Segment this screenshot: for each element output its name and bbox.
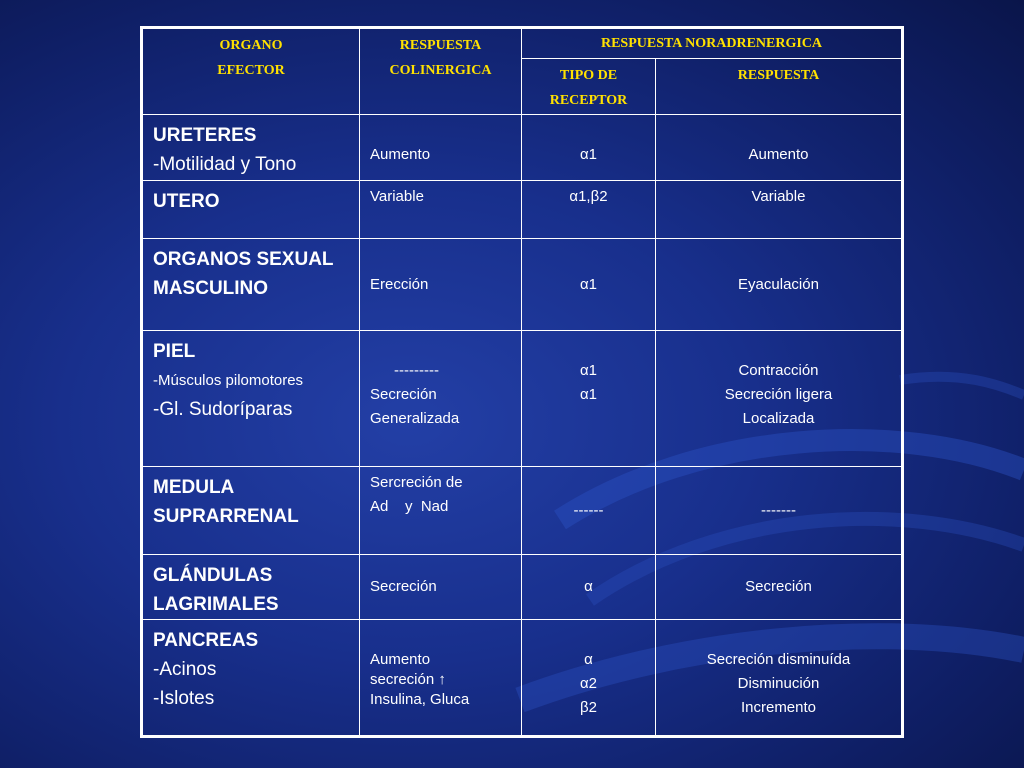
organ-cell [142, 115, 360, 181]
organ-name: GLÁNDULAS [153, 565, 273, 586]
respuesta-cell [656, 181, 903, 239]
organ-detail: -Acinos [153, 659, 217, 680]
table-row [142, 555, 903, 620]
receptor-cell [522, 115, 656, 181]
organ-cell [142, 181, 360, 239]
respuesta-cell [656, 115, 903, 181]
respuesta-cell [656, 555, 903, 620]
header-respuesta: RESPUESTA [656, 59, 903, 115]
colinergica-cell [360, 555, 522, 620]
cell-text: secreción ↑ [370, 671, 446, 688]
header-text: EFECTOR [217, 63, 285, 78]
cell-text: α1 [579, 362, 597, 379]
cell-text: Aumento [748, 146, 809, 163]
cell-text: Insulina, Gluca [370, 691, 470, 708]
cell-text: Secreción [370, 386, 437, 403]
colinergica-cell [360, 620, 522, 737]
organ-detail: -Gl. Sudoríparas [153, 399, 293, 420]
cell-text: Secreción ligera [724, 386, 833, 403]
header-organo-efector [142, 28, 360, 115]
cell-text: ------ [573, 501, 604, 519]
header-text: COLINERGICA [389, 63, 492, 78]
header-text: TIPO DE [559, 68, 618, 83]
autonomic-response-table [140, 26, 904, 738]
organ-detail: -Motilidad y Tono [153, 154, 297, 175]
organ-name: SUPRARRENAL [153, 506, 299, 527]
organ-name: PIEL [153, 341, 196, 362]
organ-detail: -Islotes [153, 688, 215, 709]
cell-text: ------- [761, 501, 796, 519]
cell-text: Sercreción de [370, 474, 463, 491]
organ-name: MASCULINO [153, 278, 269, 299]
table-row [142, 115, 903, 181]
receptor-cell [522, 467, 656, 555]
receptor-cell [522, 239, 656, 331]
cell-text: Variable [751, 188, 806, 205]
receptor-cell [522, 555, 656, 620]
cell-text: Disminución [737, 675, 820, 692]
header-text: RESPUESTA [399, 38, 482, 53]
cell-text: α [584, 578, 593, 595]
colinergica-cell [360, 115, 522, 181]
cell-text: Incremento [740, 699, 817, 716]
colinergica-cell [360, 239, 522, 331]
respuesta-cell [656, 467, 903, 555]
cell-text: Generalizada [370, 410, 460, 427]
cell-text: α1 [579, 146, 597, 163]
cell-text: Eyaculación [738, 275, 819, 293]
respuesta-cell [656, 239, 903, 331]
organ-name: PANCREAS [153, 630, 259, 651]
cell-text: Secreción disminuída [706, 651, 851, 668]
table-row [142, 239, 903, 331]
header-row [142, 28, 903, 59]
header-respuesta-colinergica [360, 28, 522, 115]
organ-cell [142, 239, 360, 331]
table-row [142, 181, 903, 239]
organ-cell [142, 555, 360, 620]
organ-name: LAGRIMALES [153, 594, 279, 615]
receptor-cell [522, 620, 656, 737]
respuesta-cell [656, 620, 903, 737]
cell-text: Aumento [370, 651, 431, 668]
cell-text: --------- [394, 362, 439, 379]
receptor-cell [522, 331, 656, 467]
cell-text: Erección [370, 275, 429, 293]
cell-text: Secreción [370, 578, 437, 595]
organ-name: URETERES [153, 125, 257, 146]
cell-text: β2 [580, 699, 597, 716]
cell-text: Localizada [742, 410, 815, 427]
table-row [142, 331, 903, 467]
cell-text: Contracción [738, 362, 819, 379]
cell-text: Aumento [370, 146, 431, 163]
cell-text: α [584, 651, 593, 668]
colinergica-cell [360, 331, 522, 467]
cell-text: Ad y Nad [370, 498, 449, 515]
organ-name: MEDULA [153, 477, 235, 498]
table-row [142, 467, 903, 555]
cell-text: α1 [579, 275, 597, 293]
colinergica-cell [360, 467, 522, 555]
organ-detail: -Músculos pilomotores [153, 372, 304, 389]
cell-text: α1,β2 [569, 188, 608, 205]
organ-name: UTERO [153, 191, 220, 212]
table-row [142, 620, 903, 737]
header-tipo-receptor [522, 59, 656, 115]
cell-text: Variable [370, 188, 424, 205]
cell-text: Secreción [745, 578, 812, 595]
respuesta-cell [656, 331, 903, 467]
header-respuesta-noradrenergica: RESPUESTA NORADRENERGICA [522, 28, 903, 59]
colinergica-cell [360, 181, 522, 239]
organ-cell [142, 620, 360, 737]
organ-name: ORGANOS SEXUAL [153, 249, 334, 270]
cell-text: α1 [579, 386, 597, 403]
organ-cell [142, 331, 360, 467]
header-text: RECEPTOR [549, 93, 628, 108]
cell-text: α2 [579, 675, 597, 692]
receptor-cell [522, 181, 656, 239]
header-text: ORGANO [219, 38, 283, 53]
organ-cell [142, 467, 360, 555]
